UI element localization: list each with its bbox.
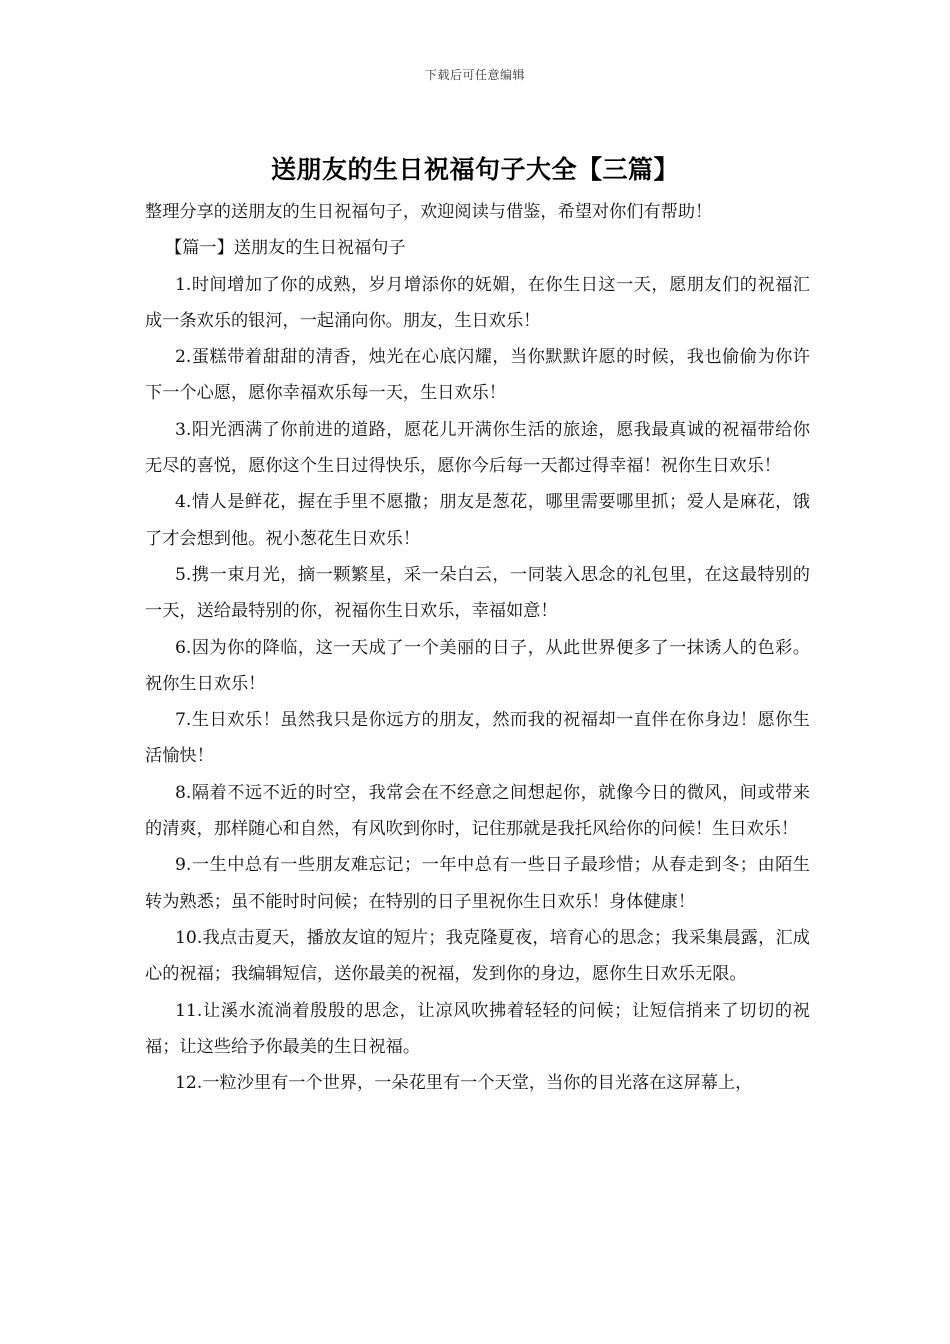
list-item: 4.情人是鲜花，握在手里不愿撒；朋友是葱花，哪里需要哪里抓；爱人是麻花，饿了才会想到他。祝小葱花生日欢乐！ bbox=[145, 492, 810, 549]
list-item: 10.我点击夏天，播放友谊的短片；我克隆夏夜，培育心的思念；我采集晨露，汇成心的祝福；我编辑短信，送你最美的祝福，发到你的身边，愿你生日欢乐无限。 bbox=[145, 927, 810, 985]
list-item: 2.蛋糕带着甜甜的清香，烛光在心底闪耀，当你默默许愿的时候，我也偷偷为你许下一个心愿，愿你幸福欢乐每一天，生日欢乐！ bbox=[145, 347, 810, 404]
list-item: 12.一粒沙里有一个世界，一朵花里有一个天堂，当你的目光落在这屏幕上， bbox=[175, 1073, 753, 1094]
header-note: 下载后可任意编辑 bbox=[424, 68, 525, 82]
list-item: 11.让溪水流淌着殷殷的思念，让凉风吹拂着轻轻的问候；让短信捎来了切切的祝福；让这些给予你最美的生日祝福。 bbox=[145, 1000, 810, 1057]
list-item: 7.生日欢乐！虽然我只是你远方的朋友，然而我的祝福却一直伴在你身边！愿你生活愉快！ bbox=[145, 710, 810, 767]
list-item: 6.因为你的降临，这一天成了一个美丽的日子，从此世界便多了一抹诱人的色彩。祝你生日欢乐！ bbox=[145, 637, 810, 694]
document-body bbox=[145, 194, 810, 1101]
list-item: 5.携一束月光，摘一颗繁星，采一朵白云，一同装入思念的礼包里，在这最特别的一天，送给最特别的你，祝福你生日欢乐，幸福如意！ bbox=[145, 564, 810, 622]
intro-paragraph: 整理分享的送朋友的生日祝福句子，欢迎阅读与借鉴，希望对你们有帮助！ bbox=[145, 202, 713, 222]
section-heading: 【篇一】送朋友的生日祝福句子 bbox=[165, 238, 406, 259]
list-item: 8.隔着不远不近的时空，我常会在不经意之间想起你，就像今日的微风，间或带来的清爽，那样随心和自然，有风吹到你时，记住那就是我托风给你的问候！生日欢乐！ bbox=[145, 782, 810, 840]
document-title: 送朋友的生日祝福句子大全【三篇】 bbox=[270, 155, 679, 184]
list-item: 3.阳光洒满了你前进的道路，愿花儿开满你生活的旅途，愿我最真诚的祝福带给你无尽的喜悦，愿你这个生日过得快乐，愿你今后每一天都过得幸福！祝你生日欢乐！ bbox=[145, 419, 810, 477]
list-item: 1.时间增加了你的成熟，岁月增添你的妩媚，在你生日这一天，愿朋友们的祝福汇成一条欢乐的银河，一起涌向你。朋友，生日欢乐！ bbox=[145, 274, 810, 331]
list-item: 9.一生中总有一些朋友难忘记；一年中总有一些日子最珍惜；从春走到冬；由陌生转为熟悉；虽不能时时问候；在特别的日子里祝你生日欢乐！身体健康！ bbox=[145, 855, 810, 912]
